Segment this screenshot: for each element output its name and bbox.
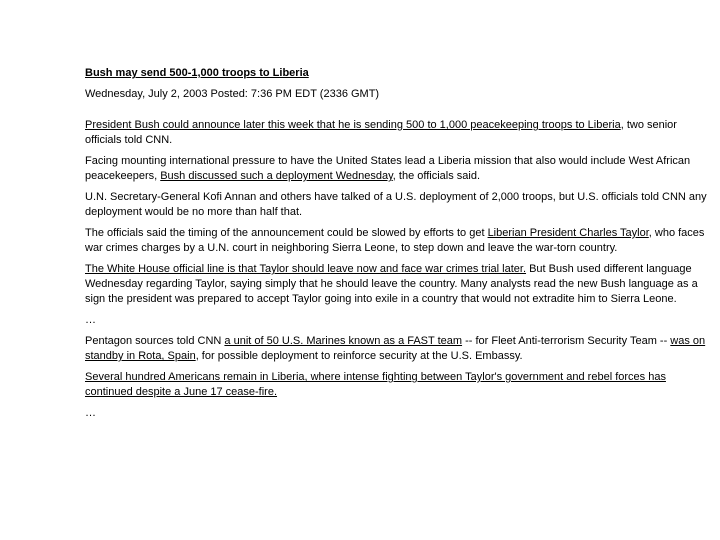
- paragraph-1-text: , two senior officials told CNN.: [85, 119, 677, 146]
- paragraph-6-text-after: , for possible deployment to reinforce security at the U.S. Embassy.: [195, 350, 523, 362]
- paragraph-4: [85, 226, 713, 256]
- paragraph-6: [85, 334, 713, 364]
- paragraph-6-underlined-1: a unit of 50 U.S. Marines known as a FAST team: [224, 335, 463, 347]
- paragraph-2-underlined: Bush discussed such a deployment Wednesday: [160, 170, 393, 182]
- article-body: [85, 66, 713, 427]
- paragraph-6-underlined-2: was on standby in Rota, Spain: [85, 335, 706, 362]
- paragraph-5: [85, 262, 713, 307]
- paragraph-4-text-before: The officials said the timing of the announcement could be slowed by efforts to get: [85, 227, 488, 239]
- paragraph-2-text-before: Facing mounting international pressure to have the United States lead a Liberia mission that also would include West African peacekeepers,: [85, 155, 691, 182]
- paragraph-7: [85, 370, 713, 400]
- paragraph-3: U.N. Secretary-General Kofi Annan and others have talked of a U.S. deployment of 2,000 troops, but U.S. officials told CNN any deployment would be no more than half that.: [85, 191, 707, 218]
- paragraph-5-text: But Bush used different language Wednesday regarding Taylor, saying simply that he should leave the country. Many analysts read the new Bush language as a sign the president was prepared to accept Taylor going into exile in a country that would not extradite him to Sierra Leone.: [85, 263, 698, 305]
- paragraph-6-text-before: Pentagon sources told CNN: [85, 335, 225, 347]
- article-headline: Bush may send 500-1,000 troops to Liberia: [85, 67, 309, 79]
- paragraph-1-underlined: President Bush could announce later this week that he is sending 500 to 1,000 peacekeeping troops to Liberia: [85, 119, 621, 131]
- ellipsis-1: …: [85, 314, 96, 326]
- paragraph-1: [85, 118, 713, 148]
- paragraph-4-text-after: , who faces war crimes charges by a U.N. court in neighboring Sierra Leone, to step down and leave the war-torn country.: [85, 227, 705, 254]
- paragraph-7-underlined: Several hundred Americans remain in Liberia, where intense fighting between Taylor's government and rebel forces has continued despite a June 17 cease-fire.: [85, 371, 666, 398]
- paragraph-2: [85, 154, 713, 184]
- paragraph-4-underlined: Liberian President Charles Taylor: [487, 227, 649, 239]
- ellipsis-2: …: [85, 407, 96, 419]
- paragraph-5-underlined: The White House official line is that Taylor should leave now and face war crimes trial later.: [85, 263, 527, 275]
- paragraph-2-text-after: , the officials said.: [392, 170, 481, 182]
- paragraph-6-text-middle: -- for Fleet Anti-terrorism Security Team --: [462, 335, 671, 347]
- article-dateline: Wednesday, July 2, 2003 Posted: 7:36 PM EDT (2336 GMT): [85, 88, 380, 100]
